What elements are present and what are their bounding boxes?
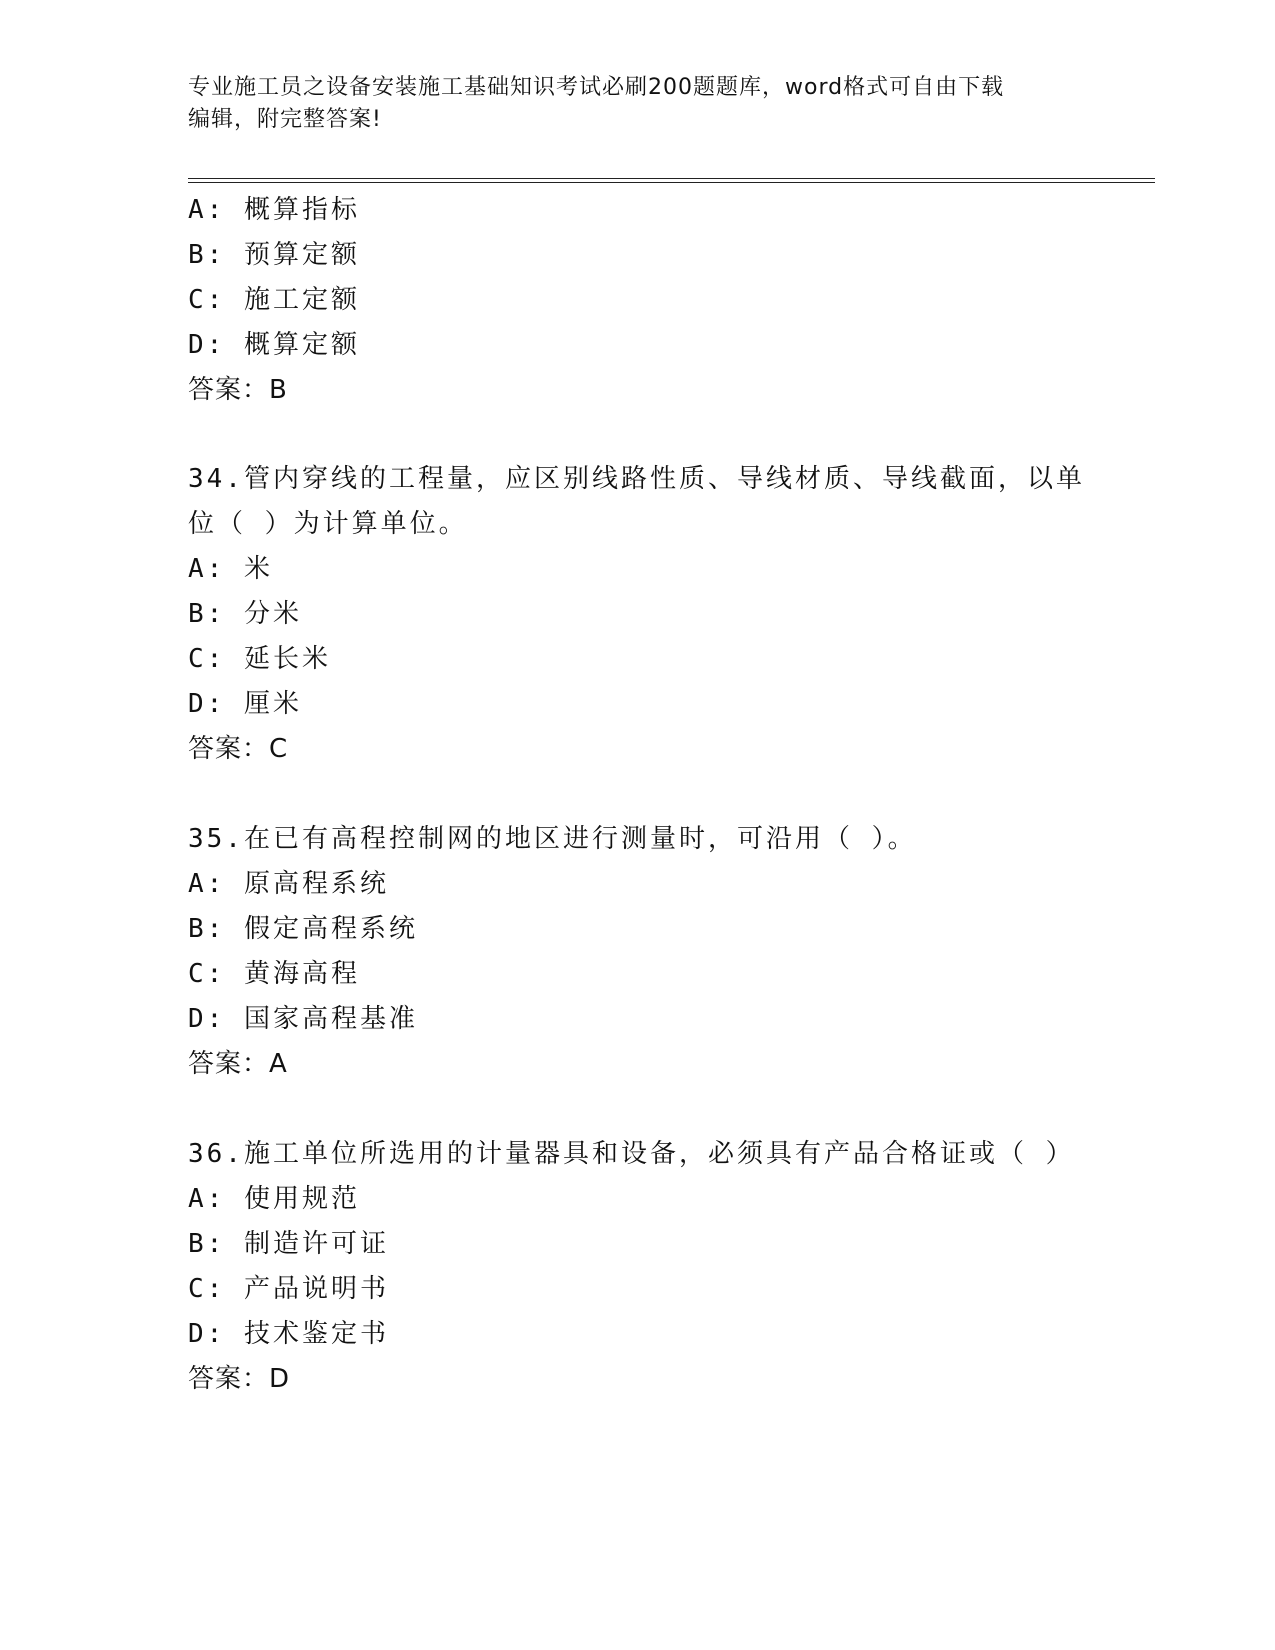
q34-option-d: D: 厘米 bbox=[188, 689, 302, 719]
q33-option-b: B: 预算定额 bbox=[188, 240, 360, 270]
q35-option-d: D: 国家高程基准 bbox=[188, 1004, 418, 1034]
q35-option-c: C: 黄海高程 bbox=[188, 959, 360, 989]
header-divider bbox=[188, 178, 1155, 183]
q34-stem-line-1: 34.管内穿线的工程量，应区别线路性质、导线材质、导线截面，以单 bbox=[188, 464, 1085, 494]
q34-option-b: B: 分米 bbox=[188, 599, 302, 629]
q34-option-a: A: 米 bbox=[188, 554, 273, 584]
q34-stem-line-2: 位（ ）为计算单位。 bbox=[188, 509, 468, 539]
q33-answer: 答案：B bbox=[188, 375, 288, 405]
q33-option-c: C: 施工定额 bbox=[188, 285, 360, 315]
document-header bbox=[188, 72, 1088, 136]
q36-option-c: C: 产品说明书 bbox=[188, 1274, 389, 1304]
header-line-1: 专业施工员之设备安装施工基础知识考试必刷200题题库，word格式可自由下载 bbox=[188, 75, 1005, 100]
q35-stem-line-1: 35.在已有高程控制网的地区进行测量时，可沿用（ ）。 bbox=[188, 824, 917, 854]
q35-answer: 答案：A bbox=[188, 1049, 288, 1079]
q35-option-a: A: 原高程系统 bbox=[188, 869, 389, 899]
q34-option-c: C: 延长米 bbox=[188, 644, 331, 674]
q36-option-b: B: 制造许可证 bbox=[188, 1229, 389, 1259]
q33-option-d: D: 概算定额 bbox=[188, 330, 360, 360]
q33-option-a: A: 概算指标 bbox=[188, 195, 360, 225]
q36-answer: 答案：D bbox=[188, 1364, 291, 1394]
q36-stem-line-1: 36.施工单位所选用的计量器具和设备，必须具有产品合格证或（ ） bbox=[188, 1139, 1075, 1169]
header-line-2: 编辑，附完整答案! bbox=[188, 107, 382, 132]
q36-option-a: A: 使用规范 bbox=[188, 1184, 360, 1214]
q34-answer: 答案：C bbox=[188, 734, 289, 764]
q36-option-d: D: 技术鉴定书 bbox=[188, 1319, 389, 1349]
q35-option-b: B: 假定高程系统 bbox=[188, 914, 418, 944]
